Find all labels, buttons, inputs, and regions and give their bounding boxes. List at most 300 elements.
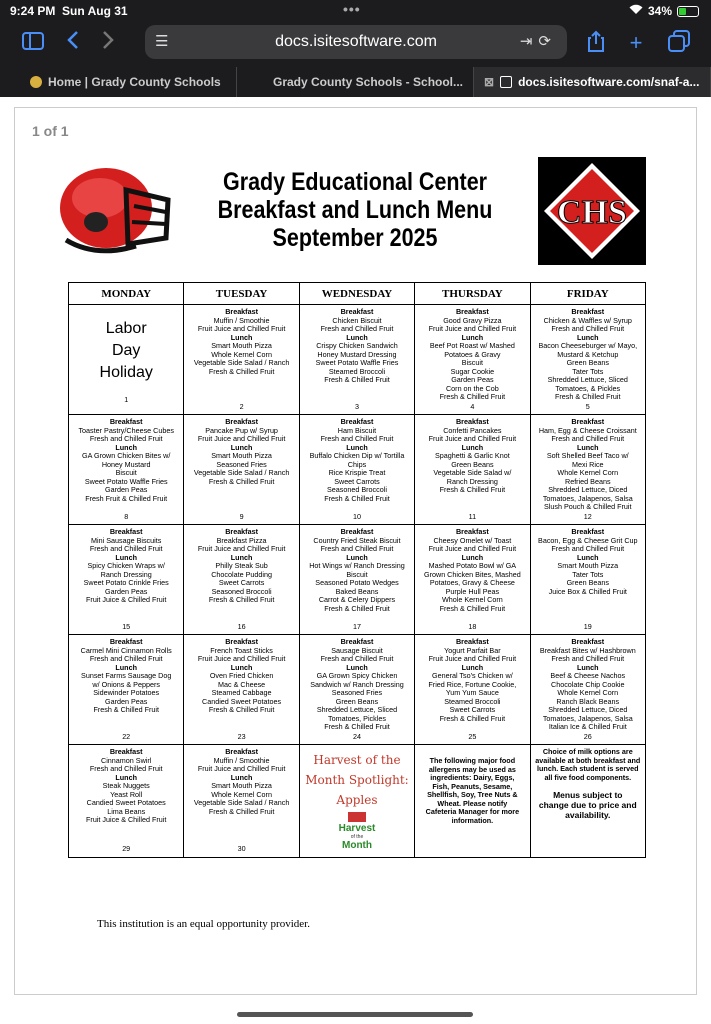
menu-item: Tomatoes, Jalapenos, Salsa <box>542 713 633 723</box>
meal-label: Breakfast <box>225 637 258 646</box>
menu-item: Garden Peas <box>105 485 148 494</box>
menu-item: Seasoned Potato Wedges <box>315 578 399 587</box>
day-number: 11 <box>468 511 477 521</box>
tab-docs-isite[interactable] <box>474 67 711 97</box>
tab-label: Grady County Schools - School... <box>273 75 464 89</box>
menu-item: Seasoned Fries <box>331 688 383 697</box>
menu-item: Mustard & Ketchup <box>557 349 619 359</box>
menu-item: Spicy Chicken Wraps w/ <box>87 561 165 570</box>
menu-item: Candied Sweet Potatoes <box>202 696 282 706</box>
note-line: The following major food <box>429 756 516 765</box>
menu-item: Fresh and Chilled Fruit <box>320 434 394 443</box>
day-number: 10 <box>352 511 361 521</box>
home-indicator[interactable] <box>237 1012 473 1017</box>
menu-item: Fresh and Chilled Fruit <box>320 324 394 333</box>
menu-item: Fresh & Chilled Fruit <box>208 806 275 816</box>
meal-label: Breakfast <box>225 307 258 316</box>
meal-label: Lunch <box>461 332 484 342</box>
menu-item: Chips <box>347 459 367 469</box>
meal-label: Breakfast <box>340 417 374 426</box>
day-number: 3 <box>354 401 359 411</box>
header-wednesday: WEDNESDAY <box>299 283 414 305</box>
menu-item: Fruit Juice and Chilled Fruit <box>197 324 286 333</box>
menu-item: Fresh & Chilled Fruit <box>324 603 390 613</box>
tab-bar <box>0 67 711 97</box>
menu-item: Fruit Juice and Chilled Fruit <box>197 434 286 443</box>
tab-label: docs.isitesoftware.com/snaf-a... <box>518 75 700 89</box>
tabs-overview-icon[interactable] <box>666 30 692 56</box>
meal-label: Lunch <box>577 332 599 342</box>
menu-item: Tomatoes, & Pickles <box>555 383 621 393</box>
menu-item: Shredded Lettuce, Sliced <box>316 705 398 714</box>
note-line: lunch. Each student is served <box>537 764 639 773</box>
day-number: 16 <box>237 621 246 631</box>
note-line: ingredients: Dairy, Eggs, <box>430 773 515 782</box>
menu-item: GA Grown Chicken Bites w/ <box>82 451 171 460</box>
menu-item: Grown Chicken Bites, Mashed <box>424 569 521 579</box>
menu-item: Steamed Broccoli <box>328 366 386 376</box>
note-line: availability. <box>565 810 611 820</box>
day-cell-11 <box>415 415 530 525</box>
menu-item: Toaster Pastry/Cheese Cubes <box>78 425 174 435</box>
menu-item: Fresh & Chilled Fruit <box>439 713 506 723</box>
menu-item: Pancake Pup w/ Syrup <box>205 425 278 435</box>
menu-item: Hot Wings w/ Ranch Dressing <box>309 561 405 570</box>
menu-item: Sweet Potato Crinkle Fries <box>83 578 169 587</box>
note-line: information. <box>451 815 494 825</box>
new-tab-icon[interactable]: + <box>629 30 643 55</box>
holiday-text: Labor <box>105 320 147 337</box>
sidebar-icon[interactable] <box>20 30 46 56</box>
menu-item: Fruit Juice & Chilled Fruit <box>86 815 167 824</box>
day-cell-2 <box>184 305 299 415</box>
menu-item: Breakfast Pizza <box>216 535 267 545</box>
menu-item: Bacon Cheeseburger w/ Mayo, <box>538 341 638 350</box>
reload-icon[interactable]: ⇥⟳ <box>519 33 557 50</box>
note-line: Shellfish, Soy, Tree Nuts & <box>427 790 518 799</box>
battery-icon <box>677 6 699 17</box>
meal-label: Breakfast <box>109 747 143 756</box>
menu-item: Fresh and Chilled Fruit <box>551 544 625 553</box>
header-thursday: THURSDAY <box>415 283 530 305</box>
spotlight-line: Month Spotlight: <box>305 773 409 787</box>
menu-item: Seasoned Broccoli <box>327 485 387 494</box>
menu-item: w/ Onions & Peppers <box>92 679 160 689</box>
reader-icon[interactable]: ☰ <box>155 33 169 50</box>
day-number: 2 <box>239 401 244 411</box>
menu-item: Fresh & Chilled Fruit <box>208 595 275 604</box>
menu-item: General Tso's Chicken w/ <box>431 671 513 680</box>
note-line: Cafeteria Manager for more <box>425 807 520 816</box>
menu-item: Green Beans <box>566 358 609 367</box>
meal-label: Lunch <box>230 662 253 672</box>
back-icon[interactable] <box>60 30 86 56</box>
menu-item: Garden Peas <box>451 375 494 384</box>
meal-label: Breakfast <box>455 417 489 426</box>
menu-item: Whole Kernel Corn <box>557 468 619 477</box>
menu-item: Fresh and Chilled Fruit <box>320 654 394 663</box>
multitask-dots-icon[interactable]: ••• <box>343 1 361 17</box>
menu-item: Philly Steak Sub <box>215 561 268 570</box>
meal-label: Lunch <box>461 442 484 452</box>
menu-item: Cinnamon Swirl <box>101 755 152 765</box>
meal-label: Breakfast <box>340 527 374 536</box>
menu-item: Fresh & Chilled Fruit <box>324 493 390 503</box>
day-cell-5 <box>530 305 645 415</box>
menu-item: Honey Mustard Dressing <box>317 349 397 359</box>
meal-label: Lunch <box>346 552 368 562</box>
menu-item: Sweet Carrots <box>334 476 380 486</box>
menu-item: Seasoned Fries <box>216 459 267 469</box>
menu-calendar <box>68 282 646 858</box>
menu-item: Carrot & Celery Dippers <box>318 595 396 604</box>
menu-item: Smart Mouth Pizza <box>211 781 272 790</box>
menu-item: Tater Tots <box>572 366 604 376</box>
menu-item: Confetti Pancakes <box>443 425 502 435</box>
page-counter: 1 of 1 <box>32 123 69 139</box>
menu-item: Refried Beans <box>565 476 611 486</box>
meal-label: Lunch <box>346 442 368 452</box>
menu-item: Smart Mouth Pizza <box>211 341 272 350</box>
menu-item: Fruit Juice and Chilled Fruit <box>428 654 517 663</box>
meal-label: Breakfast <box>109 527 143 536</box>
menu-item: Soft Shelled Beef Taco w/ <box>546 451 629 460</box>
share-icon[interactable] <box>583 30 609 56</box>
title-line-3: September 2025 <box>272 224 438 252</box>
svg-text:of the: of the <box>350 834 364 840</box>
day-number: 24 <box>352 731 361 741</box>
meal-label: Breakfast <box>571 637 605 646</box>
day-cell-29 <box>69 745 184 858</box>
menu-item: Sweet Potato Waffle Fries <box>84 476 168 486</box>
day-cell-23 <box>184 635 299 745</box>
menu-item: Ham, Egg & Cheese Croissant <box>538 425 637 435</box>
day-number: 30 <box>237 844 246 853</box>
day-cell-22 <box>69 635 184 745</box>
document-icon <box>500 76 512 88</box>
menu-item: Whole Kernel Corn <box>211 789 272 799</box>
meal-label: Lunch <box>346 332 368 342</box>
menu-item: Fruit Juice and Chilled Fruit <box>428 544 517 553</box>
menu-title <box>213 168 497 252</box>
day-cell-10 <box>299 415 414 525</box>
status-bar <box>0 0 711 22</box>
menu-item: Mashed Potato Bowl w/ GA <box>428 561 517 570</box>
meal-label: Lunch <box>461 552 484 562</box>
meal-label: Breakfast <box>225 747 258 756</box>
wifi-icon <box>629 4 643 18</box>
meal-label: Lunch <box>230 772 253 782</box>
menu-item: Potatoes & Gravy <box>444 349 501 359</box>
day-cell-19 <box>530 525 645 635</box>
meal-label: Lunch <box>230 442 253 452</box>
day-number: 1 <box>124 395 129 404</box>
svg-text:CHS: CHS <box>557 194 627 231</box>
day-cell-30 <box>184 745 299 858</box>
day-number: 9 <box>239 511 244 521</box>
browser-toolbar <box>0 22 711 64</box>
menu-item: Shredded Lettuce, Diced <box>548 485 628 494</box>
menu-item: Fresh & Chilled Fruit <box>439 392 506 401</box>
milk-note <box>530 745 645 858</box>
menu-item: Ranch Dressing <box>446 476 498 486</box>
menu-item: Country Fried Steak Biscuit <box>313 535 401 545</box>
meal-label: Lunch <box>577 662 599 672</box>
menu-item: Corn on the Cob <box>445 383 499 393</box>
menu-item: Biscuit <box>461 358 483 367</box>
day-cell-8 <box>69 415 184 525</box>
menu-item: Fresh & Chilled Fruit <box>555 392 621 401</box>
day-number: 26 <box>583 731 592 741</box>
menu-item: Fresh & Chilled Fruit <box>208 476 275 486</box>
meal-label: Lunch <box>230 332 253 342</box>
meal-label: Lunch <box>461 662 484 672</box>
menu-item: Sweet Carrots <box>218 578 265 587</box>
day-cell-24 <box>299 635 414 745</box>
meal-label: Lunch <box>230 552 253 562</box>
day-number: 25 <box>468 731 477 741</box>
title-line-1: Grady Educational Center <box>222 168 488 196</box>
spotlight-line: Harvest of the <box>313 753 401 767</box>
menu-item: GA Grown Spicy Chicken <box>316 671 398 680</box>
menu-item: Sunset Farms Sausage Dog <box>81 671 172 680</box>
menu-item: Yeast Roll <box>110 789 143 799</box>
meal-label: Breakfast <box>109 417 143 426</box>
meal-label: Breakfast <box>340 307 374 316</box>
note-line: Menus subject to <box>553 790 623 800</box>
day-number: 19 <box>583 621 592 631</box>
note-line: Wheat. Please notify <box>437 798 508 808</box>
meal-label: Breakfast <box>455 307 489 316</box>
menu-item: Slush Pouch & Chilled Fruit <box>544 502 632 511</box>
menu-item: Fresh & Chilled Fruit <box>208 705 275 714</box>
menu-item: Yum Yum Sauce <box>445 688 499 697</box>
allergen-note <box>415 745 530 858</box>
note-line: change due to price and <box>538 800 637 810</box>
battery-percent: 34% <box>647 4 672 18</box>
meal-label: Breakfast <box>225 527 258 536</box>
day-number: 29 <box>122 844 131 853</box>
menu-item: Good Gravy Pizza <box>443 315 502 325</box>
day-cell-9 <box>184 415 299 525</box>
menu-item: Muffin / Smoothie <box>213 315 270 325</box>
menu-item: Chicken & Waffles w/ Syrup <box>543 315 632 325</box>
menu-item: Garden Peas <box>105 696 148 706</box>
menu-item: Garden Peas <box>105 586 148 596</box>
day-number: 4 <box>470 401 475 411</box>
menu-item: Ham Biscuit <box>337 425 377 435</box>
menu-item: Oven Fried Chicken <box>209 671 274 680</box>
harvest-spotlight <box>299 745 414 858</box>
menu-item: Spaghetti & Garlic Knot <box>435 451 510 460</box>
menu-item: Biscuit <box>346 569 368 579</box>
day-cell-26 <box>530 635 645 745</box>
menu-item: Steamed Broccoli <box>444 696 501 706</box>
menu-item: Juice Box & Chilled Fruit <box>548 586 627 596</box>
header-tuesday: TUESDAY <box>184 283 299 305</box>
menu-item: Steamed Cabbage <box>211 688 272 697</box>
menu-item: Fruit Juice and Chilled Fruit <box>428 434 517 443</box>
globe-icon <box>30 76 42 88</box>
menu-item: Beef & Cheese Nachos <box>550 671 626 680</box>
menu-item: Fresh and Chilled Fruit <box>89 434 163 443</box>
menu-item: Smart Mouth Pizza <box>211 451 272 460</box>
menu-item: Green Beans <box>451 459 494 469</box>
meal-label: Breakfast <box>571 417 605 426</box>
menu-item: Cheesy Omelet w/ Toast <box>433 535 512 545</box>
menu-item: Biscuit <box>115 468 137 477</box>
equal-opportunity-footer: This institution is an equal opportunity provider. <box>97 918 310 930</box>
note-line: available at both breakfast and <box>535 755 641 765</box>
note-line: all five food components. <box>544 772 632 782</box>
meal-label: Breakfast <box>455 637 489 646</box>
menu-item: Fresh & Chilled Fruit <box>324 375 390 384</box>
meal-label: Lunch <box>577 552 599 562</box>
note-line: Choice of milk options are <box>542 747 633 756</box>
day-cell-15 <box>69 525 184 635</box>
menu-item: Lima Beans <box>107 806 146 816</box>
day-number: 5 <box>585 401 590 411</box>
menu-item: Tomatoes, Pickles <box>328 713 386 723</box>
menu-item: Smart Mouth Pizza <box>557 561 619 570</box>
menu-item: Chocolate Pudding <box>211 569 272 579</box>
day-cell-1 <box>69 305 184 415</box>
forward-icon[interactable] <box>95 30 121 56</box>
menu-item: Sweet Carrots <box>449 705 496 714</box>
menu-item: Breakfast Bites w/ Hashbrown <box>539 645 636 655</box>
status-time: 9:24 PM Sun Aug 31 <box>10 4 128 18</box>
football-helmet-logo <box>56 160 174 260</box>
day-number: 12 <box>583 511 592 521</box>
menu-item: Tater Tots <box>572 569 604 579</box>
harvest-month-icon <box>333 812 381 854</box>
menu-item: Sidewinder Potatoes <box>93 688 160 697</box>
day-cell-3 <box>299 305 414 415</box>
menu-item: Fruit Juice & Chilled Fruit <box>86 595 167 604</box>
menu-item: Fruit Juice and Chilled Fruit <box>428 324 517 333</box>
day-number: 8 <box>124 511 129 521</box>
menu-item: Whole Kernel Corn <box>557 688 619 697</box>
menu-item: Vegetable Side Salad / Ranch <box>193 798 290 807</box>
menu-item: Steak Nuggets <box>102 781 150 790</box>
menu-item: Fried Rice, Fortune Cookie, <box>428 679 517 689</box>
menu-item: Ranch Dressing <box>100 569 152 579</box>
meal-label: Breakfast <box>571 527 605 536</box>
chs-logo <box>538 157 646 265</box>
status-right <box>629 4 699 18</box>
menu-item: Fresh and Chilled Fruit <box>89 764 163 773</box>
day-cell-4 <box>415 305 530 415</box>
menu-item: Sugar Cookie <box>450 366 495 376</box>
menu-item: Fruit Juice and Chilled Fruit <box>197 544 286 553</box>
menu-item: Chocolate Chip Cookie <box>551 679 625 689</box>
menu-item: Candied Sweet Potatoes <box>86 798 166 807</box>
menu-item: Fruit Juice and Chilled Fruit <box>197 654 286 663</box>
day-cell-25 <box>415 635 530 745</box>
menu-item: Vegetable Side Salad / Ranch <box>193 358 290 367</box>
menu-item: Purple Hull Peas <box>445 586 500 596</box>
menu-item: Fruit Juice and Chilled Fruit <box>197 764 286 773</box>
holiday-text: Holiday <box>99 364 153 381</box>
menu-item: Mac & Cheese <box>218 679 266 689</box>
meal-label: Lunch <box>115 772 137 782</box>
menu-item: Honey Mustard <box>101 459 151 469</box>
day-cell-18 <box>415 525 530 635</box>
menu-item: Shredded Lettuce, Sliced <box>547 375 628 384</box>
tab-home-grady[interactable] <box>0 67 237 97</box>
day-cell-16 <box>184 525 299 635</box>
menu-item: Fresh and Chilled Fruit <box>551 324 625 333</box>
menu-item: Ranch Black Beans <box>556 696 620 706</box>
day-number: 18 <box>468 621 477 631</box>
menu-item: Vegetable Side Salad w/ <box>433 468 512 477</box>
menu-item: Buffalo Chicken Dip w/ Tortilla <box>309 451 405 460</box>
menu-item: Green Beans <box>566 578 609 587</box>
menu-item: French Toast Sticks <box>210 645 273 655</box>
meal-label: Lunch <box>346 662 368 672</box>
spotlight-line: Apples <box>336 793 378 807</box>
meal-label: Breakfast <box>455 527 489 536</box>
menu-item: Crispy Chicken Sandwich <box>316 341 398 350</box>
close-tab-icon[interactable]: ⊠ <box>484 75 495 89</box>
day-cell-17 <box>299 525 414 635</box>
meal-label: Breakfast <box>109 637 143 646</box>
svg-text:Month: Month <box>341 840 372 851</box>
menu-item: Sausage Biscuit <box>331 645 383 655</box>
menu-item: Fresh and Chilled Fruit <box>89 654 163 663</box>
menu-item: Baked Beans <box>335 586 379 596</box>
menu-item: Fresh and Chilled Fruit <box>320 544 394 553</box>
day-number: 23 <box>237 731 246 741</box>
title-line-2: Breakfast and Lunch Menu <box>217 196 493 224</box>
menu-item: Fresh & Chilled Fruit <box>93 705 159 714</box>
menu-item: Seasoned Broccoli <box>211 586 272 596</box>
menu-item: Shredded Lettuce, Diced <box>548 705 628 714</box>
menu-item: Muffin / Smoothie <box>213 755 270 765</box>
note-line: allergens may be used as <box>428 764 516 774</box>
day-number: 17 <box>352 621 361 631</box>
meal-label: Lunch <box>115 442 137 452</box>
menu-item: Chicken Biscuit <box>332 315 382 325</box>
holiday-text: Day <box>111 342 141 359</box>
url-text[interactable]: docs.isitesoftware.com <box>275 33 437 50</box>
note-line: Fish, Peanuts, Sesame, <box>432 781 513 791</box>
menu-item: Green Beans <box>335 696 379 706</box>
address-bar[interactable] <box>145 25 567 59</box>
menu-item: Fresh & Chilled Fruit <box>324 722 390 731</box>
meal-label: Breakfast <box>225 417 258 426</box>
meal-label: Lunch <box>577 442 599 452</box>
menu-item: Beef Pot Roast w/ Mashed <box>429 341 515 350</box>
day-cell-12 <box>530 415 645 525</box>
menu-item: Fresh & Chilled Fruit <box>439 485 506 494</box>
menu-item: Italian Ice & Chilled Fruit <box>548 722 627 731</box>
meal-label: Lunch <box>115 662 137 672</box>
menu-item: Whole Kernel Corn <box>211 349 272 359</box>
menu-item: Tomatoes, Jalapenos, Salsa <box>542 493 633 503</box>
meal-label: Breakfast <box>571 307 605 316</box>
tab-label: Home | Grady County Schools <box>48 75 221 89</box>
menu-item: Rice Krispie Treat <box>328 468 386 477</box>
menu-item: Mexi Rice <box>572 459 604 469</box>
menu-item: Carmel Mini Cinnamon Rolls <box>80 645 172 655</box>
menu-item: Fresh and Chilled Fruit <box>551 654 625 663</box>
meal-label: Lunch <box>115 552 137 562</box>
menu-item: Fresh & Chilled Fruit <box>208 366 275 376</box>
menu-item: Potatoes, Gravy & Cheese <box>429 578 515 587</box>
tab-grady-schools[interactable] <box>237 67 474 97</box>
menu-item: Bacon, Egg & Cheese Grit Cup <box>538 535 638 545</box>
